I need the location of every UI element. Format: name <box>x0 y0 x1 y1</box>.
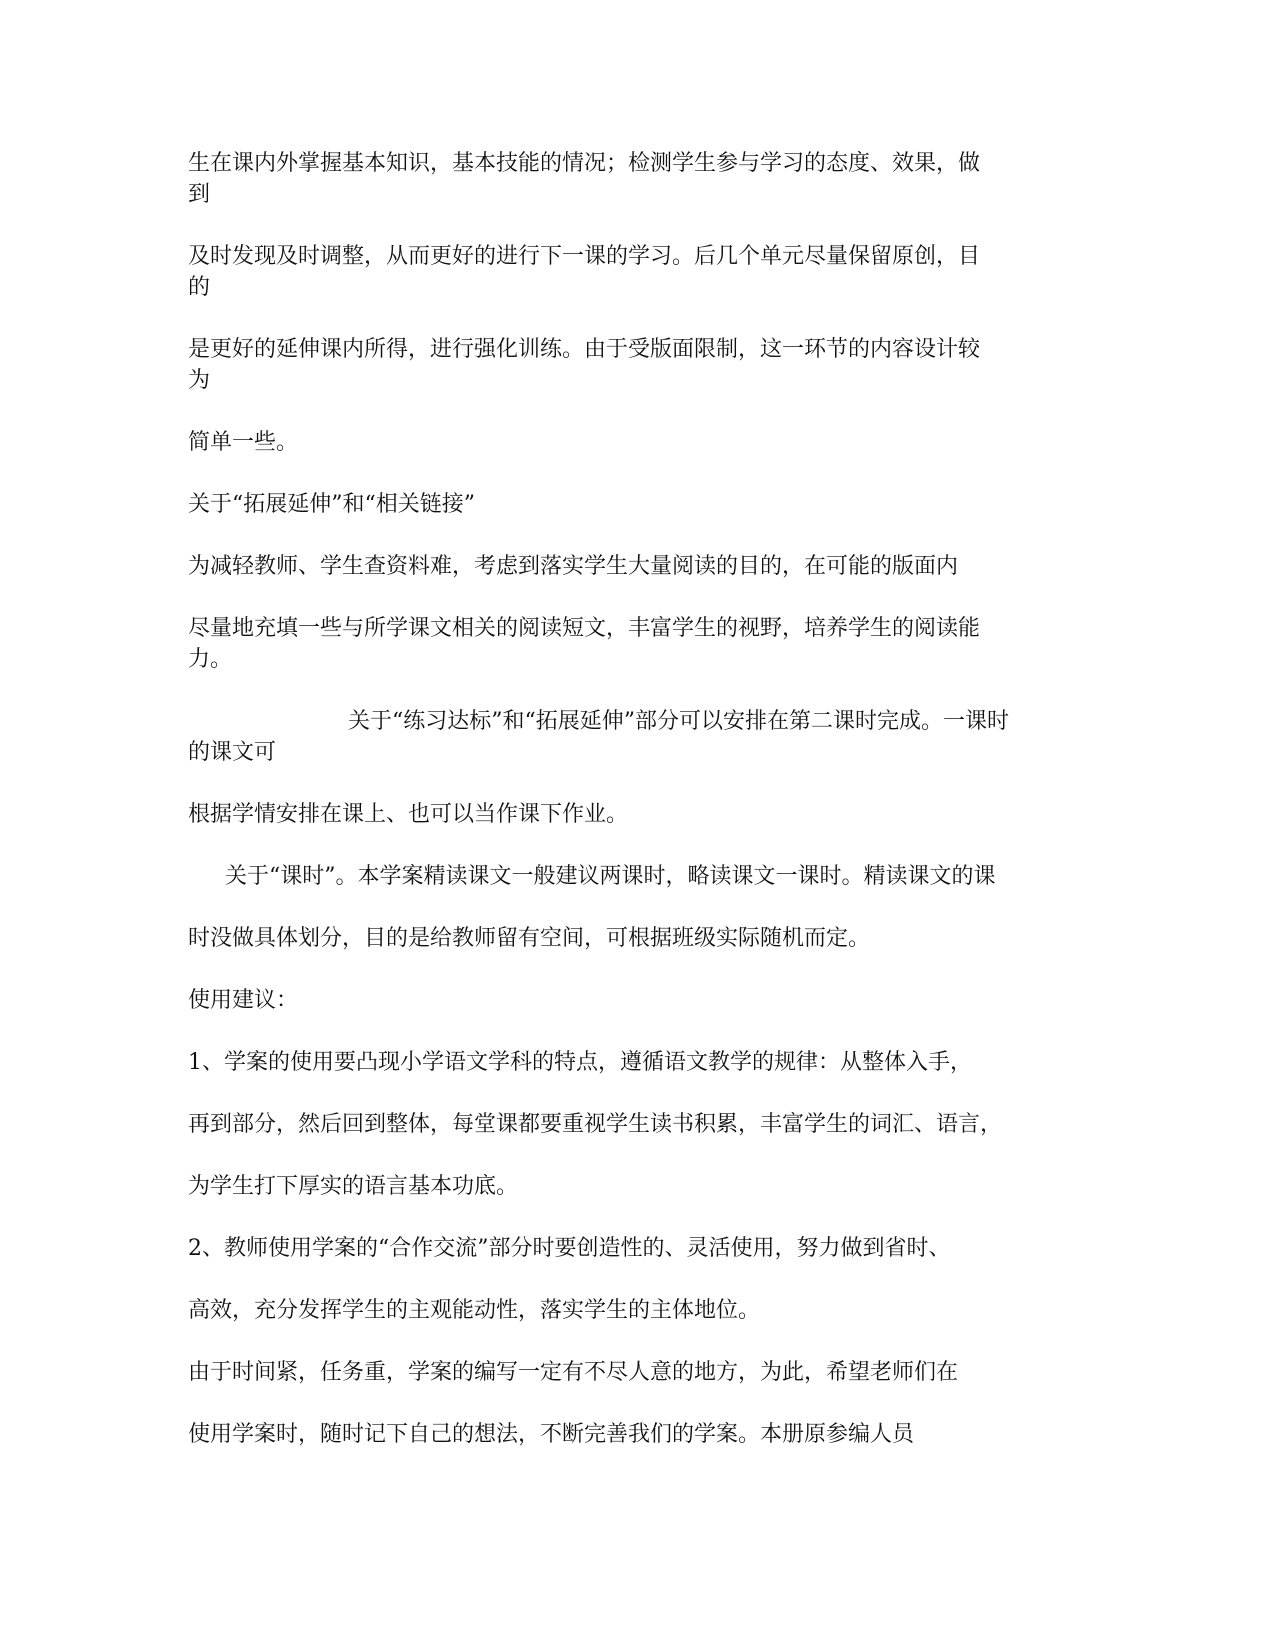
text-line: 高效，充分发挥学生的主观能动性，落实学生的主体地位。 <box>188 1298 761 1323</box>
paragraph <box>188 1047 972 1078</box>
section-heading <box>188 985 298 1016</box>
paragraph <box>188 799 628 830</box>
paragraph <box>188 148 980 210</box>
paragraph <box>188 861 996 892</box>
text-line: 关于“拓展延伸”和“相关链接” <box>188 492 475 517</box>
section-heading <box>188 489 475 520</box>
text-line: 是更好的延伸课内所得，进行强化训练。由于受版面限制，这一环节的内容设计较 <box>188 337 981 362</box>
text-line: 2、教师使用学案的“合作交流”部分时要创造性的、灵活使用，努力做到省时、 <box>188 1236 951 1261</box>
text-line: 力。 <box>188 647 233 672</box>
text-line: 简单一些。 <box>188 430 299 455</box>
paragraph <box>188 551 958 582</box>
paragraph <box>188 427 298 458</box>
text-line: 1、学案的使用要凸现小学语文学科的特点，遵循语文教学的规律：从整体入手， <box>188 1050 972 1075</box>
paragraph <box>188 1357 958 1388</box>
paragraph <box>188 706 1009 768</box>
text-line: 为学生打下厚实的语言基本功底。 <box>188 1174 519 1199</box>
paragraph <box>188 1171 518 1202</box>
text-line: 及时发现及时调整，从而更好的进行下一课的学习。后几个单元尽量保留原创，目 <box>188 244 981 269</box>
text-line: 的 <box>188 275 211 300</box>
paragraph <box>188 334 980 396</box>
text-line: 关于“练习达标”和“拓展延伸”部分可以安排在第二课时完成。一课时 <box>348 709 1009 734</box>
text-line: 尽量地充填一些与所学课文相关的阅读短文，丰富学生的视野，培养学生的阅读能 <box>188 616 981 641</box>
paragraph <box>188 1419 914 1450</box>
text-line: 根据学情安排在课上、也可以当作课下作业。 <box>188 802 629 827</box>
text-line: 时没做具体划分，目的是给教师留有空间，可根据班级实际随机而定。 <box>188 926 871 951</box>
text-line: 使用学案时，随时记下自己的想法，不断完善我们的学案。本册原参编人员 <box>188 1422 915 1447</box>
text-line: 的课文可 <box>188 740 277 765</box>
text-line: 关于“课时”。本学案精读课文一般建议两课时，略读课文一课时。精读课文的课 <box>225 864 996 889</box>
text-line: 为减轻教师、学生查资料难，考虑到落实学生大量阅读的目的，在可能的版面内 <box>188 554 959 579</box>
paragraph <box>188 1295 760 1326</box>
text-line: 再到部分，然后回到整体，每堂课都要重视学生读书积累，丰富学生的词汇、语言， <box>188 1112 1003 1137</box>
paragraph <box>188 1109 1002 1140</box>
text-line: 由于时间紧，任务重，学案的编写一定有不尽人意的地方，为此，希望老师们在 <box>188 1360 959 1385</box>
paragraph <box>188 241 980 303</box>
text-line: 使用建议： <box>188 988 299 1013</box>
paragraph <box>188 1233 951 1264</box>
paragraph <box>188 613 980 675</box>
text-line: 到 <box>188 182 211 207</box>
text-line: 生在课内外掌握基本知识，基本技能的情况；检测学生参与学习的态度、效果，做 <box>188 151 981 176</box>
text-line: 为 <box>188 368 211 393</box>
paragraph <box>188 923 870 954</box>
